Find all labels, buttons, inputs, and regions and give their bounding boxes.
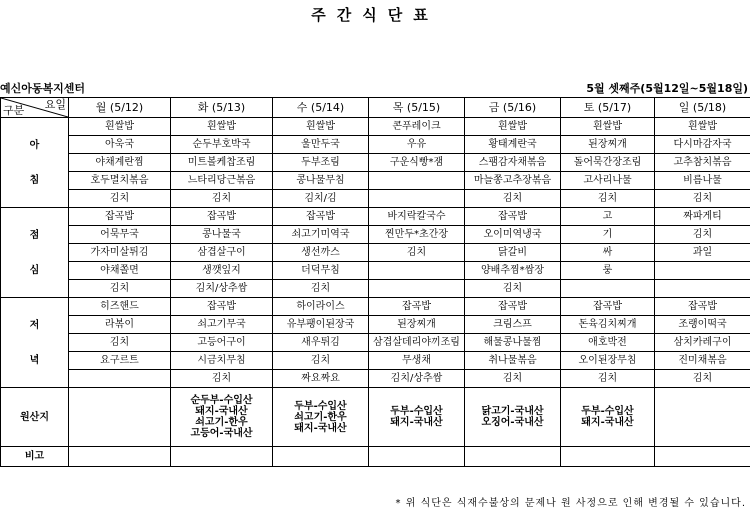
menu-item: 애호박전 bbox=[561, 334, 655, 352]
menu-item bbox=[69, 370, 171, 388]
menu-item bbox=[369, 280, 465, 298]
menu-item: 잡곡밥 bbox=[273, 208, 369, 226]
bigo-cell bbox=[69, 447, 171, 467]
menu-row bbox=[1, 244, 750, 262]
day-header: 수 (5/14) bbox=[273, 98, 369, 118]
meal-label-char: 아 bbox=[29, 139, 40, 151]
menu-item: 짜요짜요 bbox=[273, 370, 369, 388]
menu-item: 바지락칼국수 bbox=[369, 208, 465, 226]
menu-item: 하이라이스 bbox=[273, 298, 369, 316]
menu-row bbox=[1, 370, 750, 388]
bigo-cell bbox=[369, 447, 465, 467]
organization-name: 예신아동복지센터 bbox=[0, 82, 86, 95]
menu-item: 김치/상추쌈 bbox=[369, 370, 465, 388]
corner-gubun: 구분 bbox=[3, 104, 25, 117]
menu-item: 돈육김치찌개 bbox=[561, 316, 655, 334]
bigo-cell bbox=[655, 447, 750, 467]
menu-item: 김치 bbox=[465, 280, 561, 298]
menu-row bbox=[1, 280, 750, 298]
menu-item: 라볶이 bbox=[69, 316, 171, 334]
menu-item: 황태계란국 bbox=[465, 136, 561, 154]
menu-item: 잡곡밥 bbox=[369, 298, 465, 316]
menu-item: 흰쌀밥 bbox=[273, 118, 369, 136]
menu-item: 기 bbox=[561, 226, 655, 244]
menu-item: 콘푸레이크 bbox=[369, 118, 465, 136]
origin-row bbox=[1, 388, 750, 447]
menu-item: 고추참치볶음 bbox=[655, 154, 750, 172]
origin-line: 쇠고기-한우 bbox=[195, 417, 248, 428]
menu-row bbox=[1, 316, 750, 334]
menu-item: 다시마감자국 bbox=[655, 136, 750, 154]
menu-item: 고사리나물 bbox=[561, 172, 655, 190]
origin-line: 두부-수입산 bbox=[294, 400, 347, 412]
menu-item: 두부조림 bbox=[273, 154, 369, 172]
origin-cell bbox=[171, 388, 273, 447]
origin-line: 돼지-국내산 bbox=[294, 422, 347, 434]
menu-item: 김치 bbox=[561, 190, 655, 208]
menu-item: 김치/김 bbox=[273, 190, 369, 208]
menu-item: 생깻잎지 bbox=[171, 262, 273, 280]
menu-item: 오이된장무침 bbox=[561, 352, 655, 370]
bigo-label: 비고 bbox=[1, 447, 69, 467]
corner-cell bbox=[1, 98, 69, 118]
origin-cell bbox=[655, 388, 750, 447]
menu-item: 느타리당근볶음 bbox=[171, 172, 273, 190]
origin-cell bbox=[465, 388, 561, 447]
menu-item: 더덕무침 bbox=[273, 262, 369, 280]
corner-yoil: 요일 bbox=[44, 98, 66, 111]
menu-item: 잡곡밥 bbox=[655, 298, 750, 316]
menu-row bbox=[1, 226, 750, 244]
menu-item: 콩나물무침 bbox=[273, 172, 369, 190]
origin-line: 두부-수입산 bbox=[390, 406, 443, 417]
bigo-cell bbox=[273, 447, 369, 467]
menu-item: 잡곡밥 bbox=[171, 298, 273, 316]
menu-item bbox=[369, 262, 465, 280]
menu-item: 김치 bbox=[69, 280, 171, 298]
menu-item bbox=[369, 190, 465, 208]
menu-item: 비름나물 bbox=[655, 172, 750, 190]
bigo-row bbox=[1, 447, 750, 467]
menu-item: 진미채볶음 bbox=[655, 352, 750, 370]
menu-item: 된장찌개 bbox=[561, 136, 655, 154]
meal-label-char: 녁 bbox=[29, 354, 40, 366]
menu-item: 야채쫄면 bbox=[69, 262, 171, 280]
menu-item: 잡곡밥 bbox=[561, 298, 655, 316]
menu-item: 고등어구이 bbox=[171, 334, 273, 352]
origin-line: 순두부-수입산 bbox=[190, 395, 253, 406]
day-header: 일 (5/18) bbox=[655, 98, 750, 118]
menu-item: 싸 bbox=[561, 244, 655, 262]
menu-item: 흰쌀밥 bbox=[655, 118, 750, 136]
menu-item bbox=[561, 280, 655, 298]
menu-row bbox=[1, 118, 750, 136]
menu-item: 울만두국 bbox=[273, 136, 369, 154]
menu-item: 흰쌀밥 bbox=[69, 118, 171, 136]
menu-item: 김치 bbox=[273, 352, 369, 370]
bigo-cell bbox=[561, 447, 655, 467]
day-header: 월 (5/12) bbox=[69, 98, 171, 118]
menu-item: 김치 bbox=[465, 370, 561, 388]
menu-item: 순두부호박국 bbox=[171, 136, 273, 154]
origin-cell bbox=[369, 388, 465, 447]
menu-item: 찐만두*초간장 bbox=[369, 226, 465, 244]
menu-item: 김치 bbox=[655, 370, 750, 388]
menu-item: 흰쌀밥 bbox=[465, 118, 561, 136]
menu-item: 잡곡밥 bbox=[465, 208, 561, 226]
origin-line: 고등어-국내산 bbox=[190, 428, 253, 439]
day-header: 화 (5/13) bbox=[171, 98, 273, 118]
menu-item: 크림스프 bbox=[465, 316, 561, 334]
menu-item: 우유 bbox=[369, 136, 465, 154]
menu-item: 양배추찜*쌈장 bbox=[465, 262, 561, 280]
origin-cell bbox=[69, 388, 171, 447]
menu-item: 쇠고기무국 bbox=[171, 316, 273, 334]
menu-item: 닭갈비 bbox=[465, 244, 561, 262]
origin-line: 쇠고기-한우 bbox=[294, 411, 347, 423]
meal-label bbox=[1, 118, 69, 208]
menu-item: 잡곡밥 bbox=[69, 208, 171, 226]
menu-item: 조랭이떡국 bbox=[655, 316, 750, 334]
menu-row bbox=[1, 154, 750, 172]
menu-item: 고 bbox=[561, 208, 655, 226]
menu-item: 요구르트 bbox=[69, 352, 171, 370]
meal-label-char: 심 bbox=[29, 264, 40, 276]
origin-line: 돼지-국내산 bbox=[581, 417, 634, 428]
menu-item: 김치 bbox=[561, 370, 655, 388]
menu-item: 쇠고기미역국 bbox=[273, 226, 369, 244]
menu-item: 김치 bbox=[369, 244, 465, 262]
menu-item: 마늘쫑고추장볶음 bbox=[465, 172, 561, 190]
origin-line: 두부-수입산 bbox=[581, 406, 634, 417]
menu-item: 잡곡밥 bbox=[171, 208, 273, 226]
menu-item: 김치 bbox=[655, 190, 750, 208]
origin-cell bbox=[561, 388, 655, 447]
menu-item: 스팸감자채볶음 bbox=[465, 154, 561, 172]
menu-item: 삼겹살데리야끼조림 bbox=[369, 334, 465, 352]
menu-item: 야채계란찜 bbox=[69, 154, 171, 172]
menu-item: 김치 bbox=[69, 190, 171, 208]
menu-item: 콩나물국 bbox=[171, 226, 273, 244]
origin-cell bbox=[273, 388, 369, 447]
bigo-cell bbox=[465, 447, 561, 467]
menu-row bbox=[1, 298, 750, 316]
menu-row bbox=[1, 136, 750, 154]
menu-item: 아욱국 bbox=[69, 136, 171, 154]
menu-item: 흰쌀밥 bbox=[561, 118, 655, 136]
menu-item: 돌어묵간장조림 bbox=[561, 154, 655, 172]
origin-label: 원산지 bbox=[1, 388, 69, 447]
menu-item: 김치 bbox=[655, 226, 750, 244]
meal-label bbox=[1, 208, 69, 298]
footnote: * 위 식단은 식재수불상의 문제나 원 사정으로 인해 변경될 수 있습니다. bbox=[395, 498, 746, 509]
menu-item: 김치 bbox=[171, 370, 273, 388]
menu-item: 삼겹살구이 bbox=[171, 244, 273, 262]
menu-item: 시금치무침 bbox=[171, 352, 273, 370]
menu-row bbox=[1, 208, 750, 226]
meal-label-char: 점 bbox=[29, 229, 40, 241]
week-range: 5월 셋째주(5월12일~5월18일) bbox=[586, 82, 748, 95]
meal-label-char: 저 bbox=[29, 319, 40, 331]
origin-line: 닭고기-국내산 bbox=[481, 406, 544, 417]
menu-item: 가자미살튀김 bbox=[69, 244, 171, 262]
menu-item: 구운식빵*잼 bbox=[369, 154, 465, 172]
menu-item: 김치/상추쌈 bbox=[171, 280, 273, 298]
menu-item: 김치 bbox=[465, 190, 561, 208]
menu-row bbox=[1, 352, 750, 370]
menu-item: 김치 bbox=[171, 190, 273, 208]
menu-item: 흰쌀밥 bbox=[171, 118, 273, 136]
menu-row bbox=[1, 190, 750, 208]
menu-item: 어묵무국 bbox=[69, 226, 171, 244]
day-header: 토 (5/17) bbox=[561, 98, 655, 118]
menu-body bbox=[1, 118, 750, 388]
bigo-cell bbox=[171, 447, 273, 467]
menu-row bbox=[1, 334, 750, 352]
menu-item: 김치 bbox=[273, 280, 369, 298]
menu-item: 취나물볶음 bbox=[465, 352, 561, 370]
menu-row bbox=[1, 172, 750, 190]
day-header: 금 (5/16) bbox=[465, 98, 561, 118]
meal-label bbox=[1, 298, 69, 388]
menu-item: 과일 bbox=[655, 244, 750, 262]
menu-item: 삼치카레구이 bbox=[655, 334, 750, 352]
meal-label-char: 침 bbox=[29, 174, 40, 186]
menu-item: 오이미역냉국 bbox=[465, 226, 561, 244]
menu-item: 히즈핸드 bbox=[69, 298, 171, 316]
origin-line: 돼지-국내산 bbox=[195, 406, 248, 417]
menu-item: 잡곡밥 bbox=[465, 298, 561, 316]
menu-item: 해물콩나물찜 bbox=[465, 334, 561, 352]
menu-item: 김치 bbox=[69, 334, 171, 352]
menu-item bbox=[655, 262, 750, 280]
menu-item: 호두멸치볶음 bbox=[69, 172, 171, 190]
menu-item: 무생채 bbox=[369, 352, 465, 370]
origin-line: 돼지-국내산 bbox=[390, 417, 443, 428]
menu-item: 짜파게티 bbox=[655, 208, 750, 226]
menu-item bbox=[369, 172, 465, 190]
menu-item: 새우튀김 bbox=[273, 334, 369, 352]
origin-line: 오징어-국내산 bbox=[481, 417, 544, 428]
menu-item: 룽 bbox=[561, 262, 655, 280]
menu-item bbox=[655, 280, 750, 298]
menu-item: 유부팽이된장국 bbox=[273, 316, 369, 334]
menu-item: 된장찌개 bbox=[369, 316, 465, 334]
header-row bbox=[1, 98, 750, 118]
day-header: 목 (5/15) bbox=[369, 98, 465, 118]
menu-table bbox=[0, 97, 750, 467]
menu-item: 생선까스 bbox=[273, 244, 369, 262]
page-title: 주간식단표 bbox=[311, 6, 439, 24]
menu-row bbox=[1, 262, 750, 280]
menu-item: 미트볼케찹조림 bbox=[171, 154, 273, 172]
